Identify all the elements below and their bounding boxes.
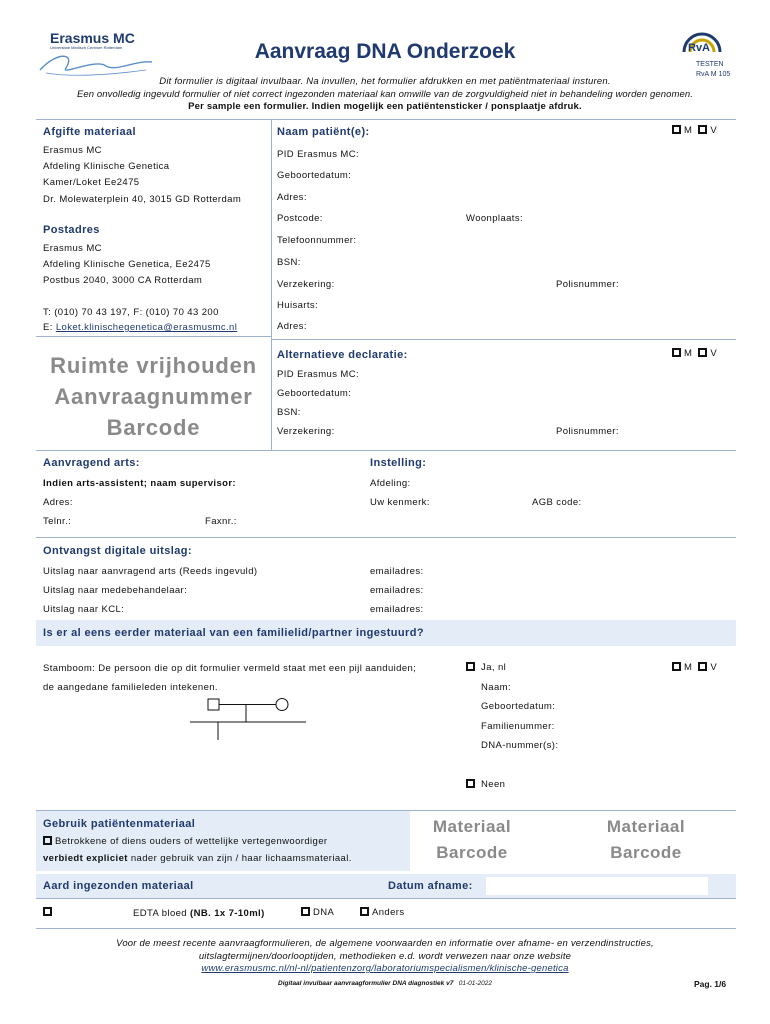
gender-m-label: M [684,125,693,136]
gebruik-text-1 [43,836,327,847]
familie-dna-nummers[interactable]: DNA-nummer(s): [481,740,559,751]
patient-huisarts[interactable]: Huisarts: [277,300,319,311]
patient-geboortedatum[interactable]: Geboortedatum: [277,170,352,181]
gebruik-text-2 [43,853,352,864]
familie-neen-checkbox[interactable] [466,779,475,788]
logo-sub: Universitair Medisch Centrum Rotterdam [50,45,123,50]
email-prefix: E: [43,322,56,333]
footer-doc-name: Digitaal invulbaar aanvraagformulier DNA diagnostiek v7 [278,980,454,987]
instelling-title: Instelling: [370,457,427,469]
materiaal-barcode-2-l1: Materiaal [606,817,686,836]
aard-checkbox-row [43,907,55,918]
digitaal-row-email[interactable]: emailadres: [370,585,424,596]
digitaal-row-label[interactable]: Uitslag naar medebehandelaar: [43,585,188,596]
familie-neen [466,779,505,790]
digitaal-row-label[interactable]: Uitslag naar aanvragend arts (Reeds ingevuld) [43,566,258,577]
svg-text:RvA: RvA [688,42,711,54]
instelling-agb[interactable]: AGB code: [532,497,582,508]
stamboom-line-2: de aangedane familieleden intekenen. [43,682,218,693]
arts-title: Aanvragend arts: [43,457,140,469]
patient-title: Naam patiënt(e): [277,126,370,138]
aard-edta-bold: (NB. 1x 7-10ml) [190,908,265,919]
patient-bsn[interactable]: BSN: [277,257,301,268]
aard-dna-checkbox[interactable] [301,907,310,916]
datum-afname-label: Datum afname: [388,880,473,892]
aard-anders-label: Anders [372,907,405,918]
reserve-line-3: Barcode [106,415,201,440]
aard-edta [133,908,265,919]
materiaal-barcode-1-l2: Barcode [436,843,508,862]
pedigree-icon [188,698,308,742]
alt-gender-v-label: V [710,348,718,359]
alt-gender-v-checkbox[interactable] [698,348,707,357]
postadres-phone: T: (010) 70 43 197, F: (010) 70 43 200 [43,307,219,318]
patient-woonplaats[interactable]: Woonplaats: [466,213,524,224]
aard-dna-label: DNA [313,907,335,918]
patient-verzekering[interactable]: Verzekering: [277,279,335,290]
aard-anders-checkbox[interactable] [360,907,369,916]
footer-doc-date: 01-01-2022 [458,980,492,987]
aard-anders [360,907,405,918]
reserve-line-1: Ruimte vrijhouden [50,353,257,378]
arts-supervisor[interactable]: Indien arts-assistent; naam supervisor: [43,478,236,489]
alt-pid[interactable]: PID Erasmus MC: [277,369,360,380]
alt-verzekering[interactable]: Verzekering: [277,426,335,437]
gender-m-checkbox[interactable] [672,125,681,134]
alternatief-gender [672,348,717,359]
alt-bsn[interactable]: BSN: [277,407,301,418]
page-title: Aanvraag DNA Onderzoek [254,40,516,63]
familie-ja-checkbox[interactable] [466,662,475,671]
familie-ja [466,662,506,673]
intro-line-2: Een onvolledig ingevuld formulier of niet correct ingezonden materiaal kan omwille van de zorgvuldigheid niet in behandeling worden genomen. [76,89,694,100]
footer-doc [0,980,770,987]
patient-adres[interactable]: Adres: [277,192,307,203]
gender-v-checkbox[interactable] [698,125,707,134]
aard-title: Aard ingezonden materiaal [43,880,194,892]
datum-afname-input[interactable] [486,877,708,895]
patient-pid[interactable]: PID Erasmus MC: [277,149,360,160]
patient-postcode[interactable]: Postcode: [277,213,323,224]
digitaal-row-label[interactable]: Uitslag naar KCL: [43,604,125,615]
footer-url-row [0,963,770,974]
footer-page: Pag. 1/6 [694,979,727,989]
materiaal-barcode-1-l1: Materiaal [432,817,512,836]
instelling-afdeling[interactable]: Afdeling: [370,478,411,489]
gebruik-checkbox[interactable] [43,836,52,845]
patient-telefoon[interactable]: Telefoonnummer: [277,235,357,246]
digitaal-title: Ontvangst digitale uitslag: [43,545,192,557]
familie-geboortedatum[interactable]: Geboortedatum: [481,701,556,712]
intro-line-3: Per sample een formulier. Indien mogelijk een patiëntensticker / ponsplaatje afdruk. [188,101,582,112]
gebruik-text-1-label: Betrokkene of diens ouders of wettelijke vertegenwoordiger [55,836,328,847]
fam-gender-m-label: M [684,662,693,673]
reserve-line-2: Aanvraagnummer [54,384,253,409]
afgifte-line: Dr. Molewaterplein 40, 3015 GD Rotterdam [43,194,242,205]
gebruik-text-2-rest: nader gebruik van zijn / haar lichaamsmateriaal. [127,853,352,864]
patient-gender [672,125,717,136]
alternatief-title: Alternatieve declaratie: [277,349,408,361]
rva-code: RvA M 105 [696,71,731,78]
footer-url[interactable]: www.erasmusmc.nl/nl-nl/patientenzorg/laboratoriumspecialismen/klinische-genetica [201,963,569,974]
afgifte-line: Afdeling Klinische Genetica [43,161,170,172]
instelling-kenmerk[interactable]: Uw kenmerk: [370,497,430,508]
digitaal-row-email[interactable]: emailadres: [370,604,424,615]
materiaal-barcode-2-l2: Barcode [610,843,682,862]
postadres-line: Afdeling Klinische Genetica, Ee2475 [43,259,211,270]
postadres-title: Postadres [43,224,100,236]
alt-gender-m-label: M [684,348,693,359]
alt-gender-m-checkbox[interactable] [672,348,681,357]
logo-brand: Erasmus MC [50,30,135,46]
patient-polisnummer[interactable]: Polisnummer: [556,279,619,290]
fam-gender-m-checkbox[interactable] [672,662,681,671]
alt-geboortedatum[interactable]: Geboortedatum: [277,388,352,399]
familie-gender [672,662,717,673]
email-link[interactable]: Loket.klinischegenetica@erasmusmc.nl [55,322,238,333]
digitaal-row-email[interactable]: emailadres: [370,566,424,577]
rva-logo [678,30,738,82]
familie-ja-label: Ja, nl [481,662,507,673]
gender-v-label: V [710,125,718,136]
alt-polisnummer[interactable]: Polisnummer: [556,426,619,437]
aard-dna [301,907,334,918]
familie-familienummer[interactable]: Familienummer: [481,721,555,732]
patient-huisarts-adres[interactable]: Adres: [277,321,307,332]
afgifte-line: Kamer/Loket Ee2475 [43,177,140,188]
arts-telnr[interactable]: Telnr.: [43,516,72,527]
rva-text: TESTEN [696,61,724,68]
intro-line-1: Dit formulier is digitaal invulbaar. Na invullen, het formulier afdrukken en met patiëntmateriaal insturen. [159,76,611,87]
fam-gender-v-label: V [710,662,718,673]
footer-line-2: uitslagtermijnen/doorlooptijden, methodieken e.d. wordt verwezen naar onze website [198,951,572,962]
familie-question: Is er al eens eerder materiaal van een familielid/partner ingestuurd? [43,627,424,639]
familie-naam[interactable]: Naam: [481,682,511,693]
arts-faxnr[interactable]: Faxnr.: [205,516,237,527]
aard-edta-checkbox[interactable] [43,907,52,916]
postadres-line: Erasmus MC [43,243,102,254]
gebruik-text-2-bold: verbiedt expliciet [43,853,128,864]
postadres-email-row [43,322,237,333]
fam-gender-v-checkbox[interactable] [698,662,707,671]
afgifte-title: Afgifte materiaal [43,126,136,138]
stamboom-line-1: Stamboom: De persoon die op dit formulier vermeld staat met een pijl aanduiden; [43,663,417,674]
postadres-line: Postbus 2040, 3000 CA Rotterdam [43,275,203,286]
aard-edta-label: EDTA bloed [133,908,191,919]
gebruik-title: Gebruik patiëntenmateriaal [43,818,196,830]
afgifte-line: Erasmus MC [43,145,102,156]
footer-line-1: Voor de meest recente aanvraagformulieren, de algemene voorwaarden en informatie over afname- en verzendinstructies, [116,938,654,949]
familie-neen-label: Neen [481,779,506,790]
arts-adres[interactable]: Adres: [43,497,73,508]
rva-icon [680,30,724,54]
